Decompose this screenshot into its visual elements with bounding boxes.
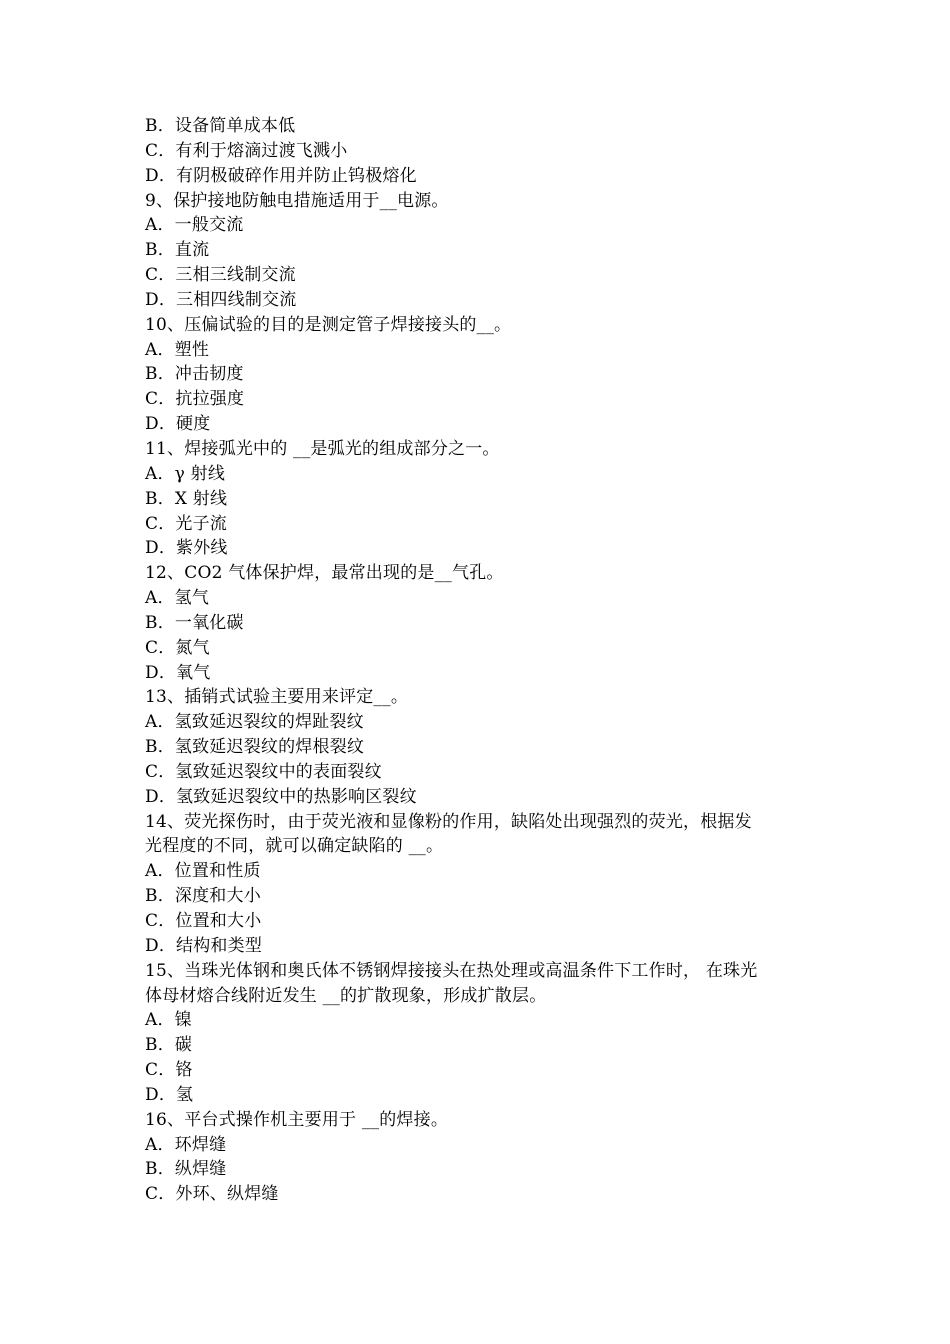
option-line: C．位置和大小 bbox=[145, 911, 262, 931]
option-line: D．氢 bbox=[145, 1084, 194, 1105]
option-line: B．一氧化碳 bbox=[145, 612, 244, 633]
option-line: B．碳 bbox=[145, 1035, 193, 1056]
option-line: A．氢气 bbox=[145, 588, 210, 609]
option-line: C．氢致延迟裂纹中的表面裂纹 bbox=[145, 761, 382, 782]
question-line: 10、压偏试验的目的是测定管子焊接接头的__。 bbox=[145, 314, 512, 335]
option-line: A．氢致延迟裂纹的焊趾裂纹 bbox=[145, 712, 364, 733]
option-line: D．氧气 bbox=[145, 662, 211, 683]
option-line: C．铬 bbox=[145, 1060, 193, 1081]
option-line: A．环焊缝 bbox=[145, 1134, 227, 1155]
option-line: C．外环、纵焊缝 bbox=[145, 1184, 279, 1205]
question-line-continued: 光程度的不同，就可以确定缺陷的 __。 bbox=[145, 836, 444, 857]
option-line: C．光子流 bbox=[145, 513, 228, 534]
option-line: D．三相四线制交流 bbox=[145, 289, 297, 310]
option-line: C．抗拉强度 bbox=[145, 389, 245, 410]
option-line: B．深度和大小 bbox=[145, 886, 261, 907]
option-line: B．纵焊缝 bbox=[145, 1159, 227, 1180]
option-line: B．直流 bbox=[145, 240, 210, 261]
option-line: C．氮气 bbox=[145, 637, 210, 658]
question-line: 11、焊接弧光中的 __是弧光的组成部分之一。 bbox=[145, 438, 500, 459]
question-line: 13、插销式试验主要用来评定__。 bbox=[145, 687, 409, 708]
option-line: A．γ 射线 bbox=[145, 463, 226, 484]
question-line-continued: 体母材熔合线附近发生 __的扩散现象，形成扩散层。 bbox=[145, 985, 547, 1006]
option-line: A．一般交流 bbox=[145, 215, 244, 236]
question-line: 14、荧光探伤时，由于荧光液和显像粉的作用，缺陷处出现强烈的荧光，根据发 bbox=[145, 811, 752, 832]
option-line: B．X 射线 bbox=[145, 488, 228, 509]
option-line: D．有阴极破碎作用并防止钨极熔化 bbox=[145, 165, 417, 186]
option-line: B．冲击韧度 bbox=[145, 364, 244, 385]
option-line: B．氢致延迟裂纹的焊根裂纹 bbox=[145, 737, 365, 758]
option-line: D．氢致延迟裂纹中的热影响区裂纹 bbox=[145, 786, 417, 807]
document-body bbox=[145, 114, 815, 1207]
option-line: A．镍 bbox=[145, 1010, 192, 1031]
option-line: D．紫外线 bbox=[145, 538, 228, 559]
question-line: 16、平台式操作机主要用于 __的焊接。 bbox=[145, 1109, 449, 1130]
question-line: 15、当珠光体钢和奥氏体不锈钢焊接接头在热处理或高温条件下工作时， 在珠光 bbox=[145, 960, 758, 981]
option-line: A．塑性 bbox=[145, 339, 210, 360]
question-line: 9、保护接地防触电措施适用于__电源。 bbox=[145, 190, 449, 211]
option-line: B．设备简单成本低 bbox=[145, 116, 296, 136]
option-line: A．位置和性质 bbox=[145, 861, 261, 882]
option-line: D．硬度 bbox=[145, 414, 211, 435]
option-line: C．三相三线制交流 bbox=[145, 265, 296, 286]
option-line: C．有利于熔滴过渡飞溅小 bbox=[145, 140, 348, 161]
question-line: 12、CO2 气体保护焊，最常出现的是__气孔。 bbox=[145, 563, 504, 584]
option-line: D．结构和类型 bbox=[145, 935, 263, 956]
